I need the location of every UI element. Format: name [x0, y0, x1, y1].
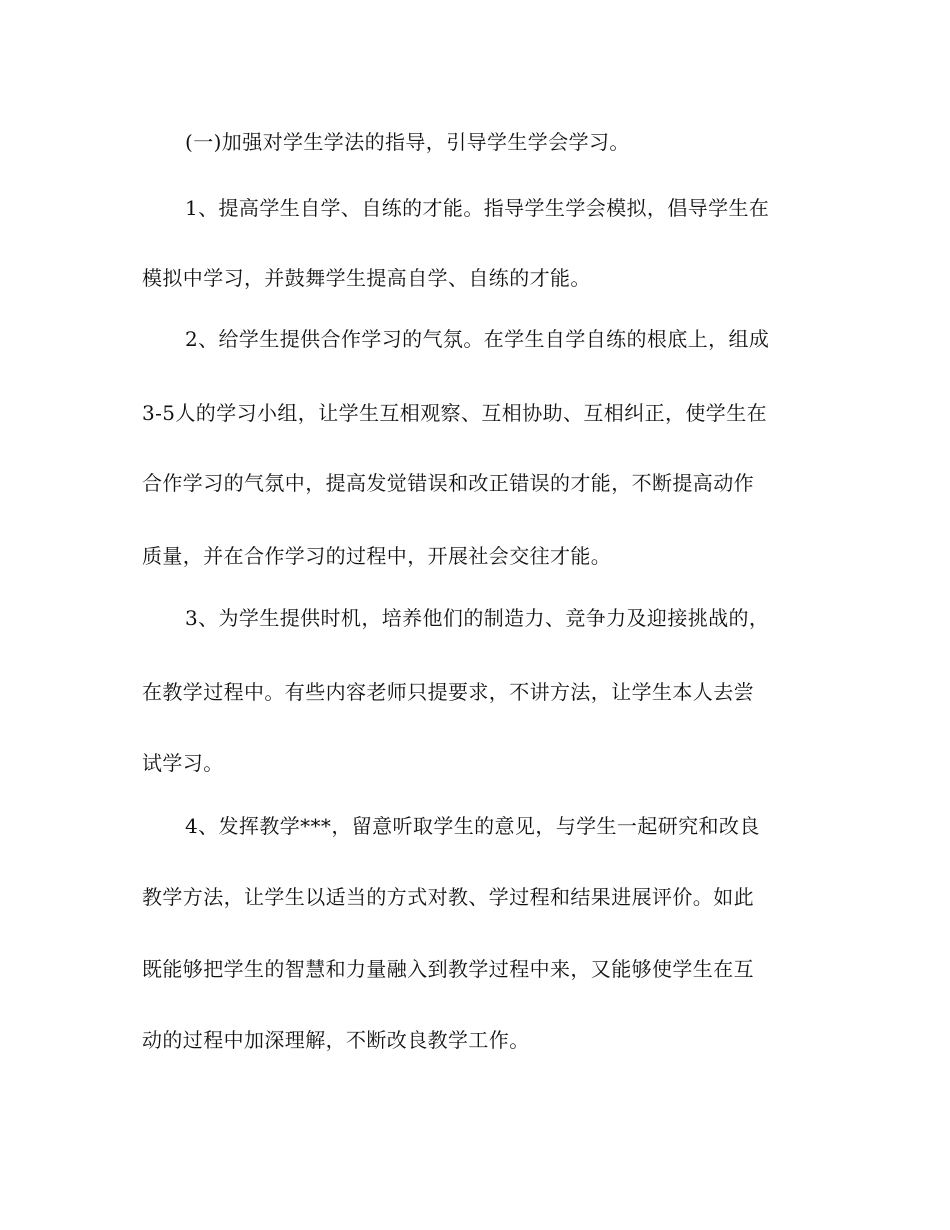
paragraph-2-line-3: 合作学习的气氛中，提高发觉错误和改正错误的才能，不断提高动作: [142, 471, 754, 495]
section-heading: (一)加强对学生学法的指导，引导学生学会学习。: [185, 130, 630, 154]
paragraph-3-line-3: 试学习。: [142, 751, 224, 775]
paragraph-2-line-4: 质量，并在合作学习的过程中，开展社会交往才能。: [142, 544, 612, 568]
paragraph-1-line-1: 1、提高学生自学、自练的才能。指导学生学会模拟，倡导学生在: [185, 196, 770, 220]
paragraph-3-line-1: 3、为学生提供时机，培养他们的制造力、竞争力及迎接挑战的，: [185, 606, 770, 630]
paragraph-4-line-1: 4、发挥教学***，留意听取学生的意见，与学生一起研究和改良: [185, 814, 760, 838]
paragraph-3-line-2: 在教学过程中。有些内容老师只提要求，不讲方法，让学生本人去尝: [142, 680, 754, 704]
paragraph-4-line-2: 教学方法，让学生以适当的方式对教、学过程和结果进展评价。如此: [142, 885, 754, 909]
paragraph-4-line-3: 既能够把学生的智慧和力量融入到教学过程中来，又能够使学生在互: [142, 957, 754, 981]
paragraph-4-line-4: 动的过程中加深理解，不断改良教学工作。: [142, 1028, 530, 1052]
paragraph-2-line-1: 2、给学生提供合作学习的气氛。在学生自学自练的根底上，组成: [185, 327, 770, 351]
paragraph-1-line-2: 模拟中学习，并鼓舞学生提高自学、自练的才能。: [142, 266, 591, 290]
paragraph-2-line-2: 3-5人的学习小组，让学生互相观察、互相协助、互相纠正，使学生在: [142, 401, 768, 425]
